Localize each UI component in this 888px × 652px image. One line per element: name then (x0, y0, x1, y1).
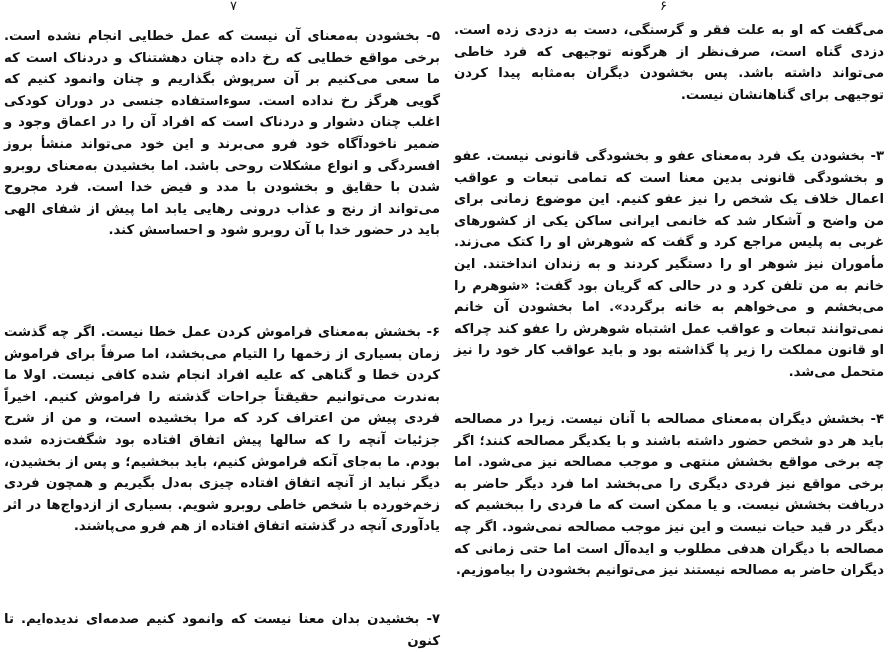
paragraph-4: ۴- بخشش دیگران به‌معنای مصالحه با آنان نیست. زیرا در مصالحه باید هر دو شخص حضور داشته باشند و با یکدیگر مصالحه کنند؛ اگر چه برخی مواقع بخشش منتهی و موجب مصالحه نیز می‌شود. اما برخی مواقع نیز فردی دیگری را می‌بخشد اما فرد دیگر حاضر به دریافت بخشش نیست. و یا ممکن است که ما فردی را ببخشیم که دیگر در قید حیات نیست و این نیز موجب مصالحه نمی‌شود. اگر چه مصالحه با دیگران هدفی مطلوب و ایده‌آل است اما حتی زمانی که دیگران حاضر به مصالحه نیستند نیز می‌توانیم بخشودن را بیاموزیم. (454, 412, 884, 579)
paragraph-3: ۳- بخشودن یک فرد به‌معنای عفو و بخشودگی قانونی نیست. عفو و بخشودگی قانونی بدین معنا است که تمامی تبعات و عواقب اعمال خلاف یک شخص را نیز عفو کنیم. این موضوع زمانی برای من واضح و آشکار شد که خانمی ایرانی ساکن یکی از کشورهای غربی به پلیس مراجع کرد و گفت که شوهرش او را کتک می‌زند. مأموران نیز شوهر او را دستگیر کردند و به زندان انداختند. این خانم به من تلفن کرد و در حالی که گریان بود گفت: «شوهرم را می‌بخشم و می‌خواهم به خانه برگردد». اما بخشودن آن خانم نمی‌توانند تبعات و عواقب عمل اشتباه شوهرش را عفو کند چراکه او قانون مملکت را زیر پا گذاشته بود و باید عواقب کار خود را نیز متحمل می‌شد. (454, 149, 884, 380)
right-page-column (454, 0, 884, 640)
left-page-column (4, 0, 440, 649)
paragraph-6: ۶- بخشش به‌معنای فراموش کردن عمل خطا نیست. اگر چه گذشت زمان بسیاری از زخمها را التیام می‌بخشد، اما صرفاً برای فراموش کردن خطا و گناهی که علیه افراد انجام شده کافی نیست. اولا ما به‌ندرت می‌توانیم حقیقتاً جراحات گذشته را فراموش کنیم. اخیراً فردی پیش من اعتراف کرد که مرا بخشیده است، و من از شرح جزئیات آنچه را که سالها پیش اتفاق افتاده بود شگفت‌زده شده بودم. ما به‌جای آنکه فراموش کنیم، باید ببخشیم؛ و پس از بخشیدن، دیگر نباید از آنچه اتفاق افتاده چیزی به‌دل بگیریم و همچون فردی زخم‌خورده با شخص خاطی روبرو شویم. بسیاری از ازدواج‌ها در اثر یادآوری آنچه در گذشته اتفاق افتاده از هم فرو می‌پاشند. (4, 325, 440, 535)
paragraph-continuation: می‌گفت که او به علت فقر و گرسنگی، دست به دزدی زده است. دزدی گناه است، صرف‌نظر از هرگونه توجیهی که فرد خاطی می‌تواند داشته باشد. پس بخشودن دیگران به‌مثابه پیدا کردن توجیهی برای گناهانشان نیست. (454, 23, 884, 103)
page-number-right: ۶ (660, 0, 667, 14)
paragraph-5: ۵- بخشودن به‌معنای آن نیست که عمل خطایی انجام نشده است. برخی مواقع خطایی که رخ داده چنان دهشتناک و دردناک است که ما سعی می‌کنیم بر آن سرپوش بگذاریم و چنان وانمود کنیم که گویی هرگز رخ نداده است. سوءاستفاده جنسی در دوران کودکی اغلب چنان دشوار و دردناک است که افراد آن را در اعماق وجود و ضمیر ناخودآگاه خود فرو می‌برند و این خود می‌تواند منشأ بروز افسردگی و انواع مشکلات روحی باشد. اما بخشیدن به‌معنای روبرو شدن با حقایق و بخشودن با مدد و فیض خدا است. فرد مجروح می‌تواند از رنج و عذاب درونی رهایی یابد اما پیش از شفای الهی باید در حضور خدا با آن روبرو شود و احساسش کند. (4, 29, 440, 239)
paragraph-7: ۷- بخشیدن بدان معنا نیست که وانمود کنیم صدمه‌ای ندیده‌ایم. تا کنون (4, 612, 440, 649)
page-number-left: ۷ (230, 0, 237, 14)
